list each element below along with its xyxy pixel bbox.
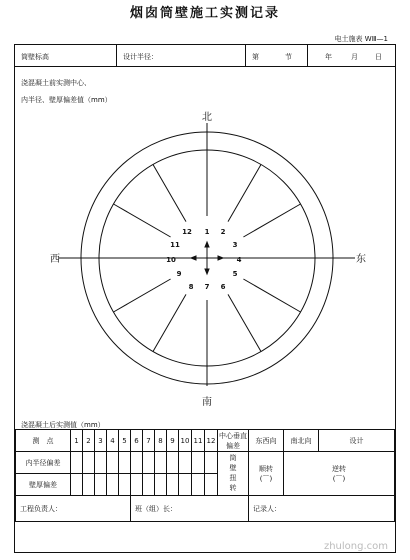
center-deviation-label: 中心垂直偏差 — [219, 431, 247, 450]
point-label-8: 8 — [188, 283, 194, 291]
header-design-radius: 设计半径： — [123, 53, 158, 61]
spoke-line — [153, 294, 186, 351]
point-label-9: 9 — [176, 270, 182, 278]
point-label-5: 5 — [232, 270, 238, 278]
point-label-2: 2 — [220, 228, 226, 236]
point-label-6: 6 — [220, 283, 226, 291]
arrow-up — [205, 242, 209, 247]
col-9: 9 — [167, 430, 179, 452]
arrow-left — [191, 256, 196, 260]
col-11: 11 — [192, 430, 205, 452]
note-before-pour-1: 浇混凝土前实测中心、 — [21, 79, 91, 87]
clockwise-symbol: (⌒) — [259, 474, 273, 483]
label-north: 北 — [202, 112, 212, 123]
col-2: 2 — [83, 430, 95, 452]
clockwise-label: 顺转 — [259, 464, 273, 473]
col-8: 8 — [155, 430, 167, 452]
label-west: 西 — [50, 254, 60, 265]
spoke-line — [228, 294, 261, 351]
counter-clockwise-label: 逆转 — [332, 464, 346, 473]
note-before-pour-2: 内半径、壁厚偏差值（mm） — [21, 96, 112, 104]
spoke-line — [153, 165, 186, 222]
point-label-12: 12 — [182, 228, 192, 236]
point-label-3: 3 — [232, 241, 238, 249]
row-label-inner-radius: 内半径偏差 — [16, 452, 71, 474]
document-title: 烟囱筒壁施工实测记录 — [129, 6, 280, 21]
header-section-suffix: 节 — [285, 53, 292, 61]
note-after-pour: 浇混凝土后实测值（mm） — [21, 421, 105, 429]
label-south: 南 — [202, 397, 212, 408]
arrow-right — [218, 256, 223, 260]
counter-clockwise-symbol: (⌒) — [332, 474, 346, 483]
spoke-line — [114, 279, 171, 312]
watermark: zhulong.com — [323, 541, 388, 552]
point-labels — [166, 228, 241, 291]
footer-recorder: 记录人： — [249, 496, 395, 522]
col-12: 12 — [205, 430, 218, 452]
measurement-table — [15, 429, 395, 522]
col-3: 3 — [95, 430, 107, 452]
point-label-11: 11 — [170, 241, 180, 249]
col-7: 7 — [143, 430, 155, 452]
row-label-wall-thickness: 壁厚偏差 — [16, 474, 71, 496]
footer-team-leader: 班（组）长： — [131, 496, 249, 522]
spoke-line — [243, 204, 300, 237]
spoke-line — [243, 279, 300, 312]
col-1: 1 — [71, 430, 83, 452]
footer-engineer: 工程负责人： — [16, 496, 131, 522]
col-4: 4 — [107, 430, 119, 452]
point-label-1: 1 — [204, 228, 210, 236]
spoke-line — [228, 165, 261, 222]
design-label: 设计 — [319, 430, 395, 452]
form-number: 电土施表 WⅢ—1 — [334, 35, 388, 43]
point-label-7: 7 — [204, 283, 210, 291]
header-day: 日 — [375, 53, 382, 61]
east-west-label: 东西向 — [249, 430, 284, 452]
header-month: 月 — [351, 53, 358, 61]
col-6: 6 — [131, 430, 143, 452]
label-east: 东 — [356, 254, 366, 265]
record-form — [14, 44, 396, 553]
point-label-10: 10 — [166, 256, 176, 264]
spoke-line — [114, 204, 171, 237]
col-5: 5 — [119, 430, 131, 452]
wall-torsion-label: 筒壁扭转 — [218, 452, 249, 496]
point-label-4: 4 — [236, 256, 242, 264]
header-year: 年 — [325, 53, 332, 61]
north-south-label: 南北向 — [284, 430, 319, 452]
col-10: 10 — [179, 430, 192, 452]
arrow-down — [205, 269, 209, 274]
row-label-points: 测 点 — [16, 430, 71, 452]
chimney-section-diagram — [15, 45, 395, 425]
header-elevation: 筒壁标高 — [21, 53, 49, 61]
header-section-prefix: 第 — [252, 53, 259, 61]
